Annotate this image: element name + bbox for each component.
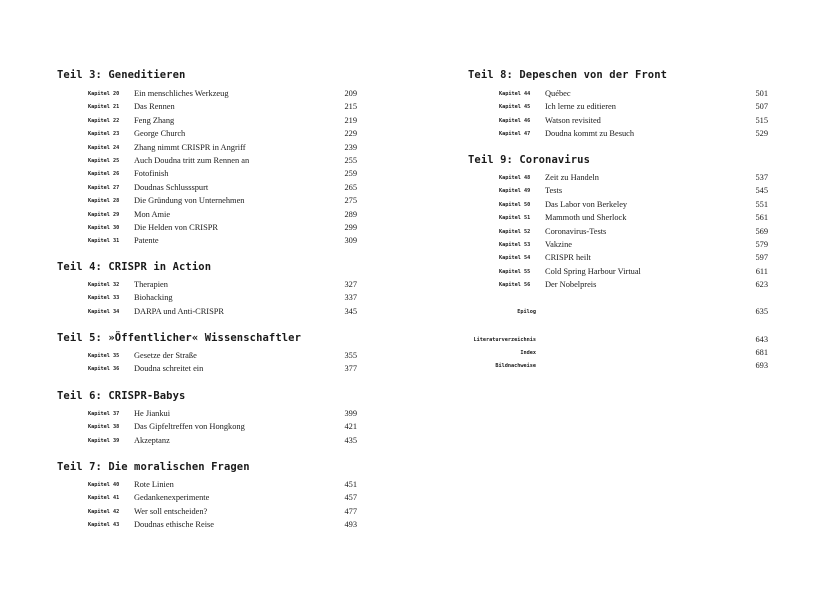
chapter-title: Feng Zhang [134,115,175,125]
page-number: 209 [344,89,357,98]
toc-backmatter-entry[interactable] [468,361,768,374]
backmatter-label: Literaturverzeichnis [473,337,536,343]
chapter-title: Patente [134,236,159,246]
page-number: 537 [755,173,768,182]
chapter-number: Kapitel 33 [88,295,120,302]
chapter-title: Rote Linien [134,480,174,489]
page-number: 255 [344,156,357,165]
chapter-number: Kapitel 52 [499,228,531,235]
toc-entry[interactable] [57,493,357,506]
chapter-title: Cold Spring Harbour Virtual [545,266,641,276]
toc-entry[interactable] [468,129,768,142]
page-number: 399 [344,409,357,418]
toc-entry[interactable] [57,156,357,169]
chapter-title: Gesetze der Straße [134,351,197,360]
page-number: 275 [344,196,357,206]
page-number: 623 [755,280,768,290]
page-number: 289 [344,209,357,219]
chapter-number: Kapitel 32 [88,282,120,288]
part-heading: Teil 9: Coronavirus [468,154,591,166]
page-number: 215 [344,102,357,112]
page-number: 327 [344,280,357,289]
chapter-number: Kapitel 21 [88,104,120,111]
chapter-title: Fotofinish [134,169,169,179]
toc-entry[interactable] [57,507,357,520]
page-number: 507 [755,102,768,112]
chapter-number: Kapitel 23 [88,131,120,138]
page-number: 569 [755,226,768,236]
page-number: 421 [344,422,357,432]
chapter-number: Kapitel 40 [88,482,120,488]
toc-entry[interactable] [57,196,357,209]
page-number: 635 [755,307,768,316]
page-number: 451 [344,480,357,489]
chapter-number: Kapitel 31 [88,238,120,245]
toc-entry[interactable] [57,223,357,236]
chapter-title: Zhang nimmt CRISPR in Angriff [134,142,246,152]
chapter-number: Kapitel 34 [88,308,120,315]
page-number: 239 [344,142,357,152]
page-number: 643 [755,335,768,344]
chapter-number: Kapitel 22 [88,117,120,124]
page-number: 259 [344,169,357,179]
page-number: 545 [755,186,768,196]
toc-entry[interactable] [468,116,768,129]
chapter-number: Kapitel 28 [88,198,120,205]
toc-entry[interactable] [57,409,357,422]
toc-entry[interactable] [468,213,768,226]
page-number: 477 [344,506,357,516]
chapter-title: Zeit zu Handeln [545,173,599,182]
chapter-title: Tests [545,186,563,196]
toc-entry[interactable] [57,210,357,223]
chapter-number: Kapitel 30 [88,225,120,231]
backmatter-label: Epilog [517,309,536,315]
toc-backmatter-entry[interactable] [468,335,768,348]
toc-entry[interactable] [57,280,357,293]
toc-entry[interactable] [57,436,357,449]
toc-entry[interactable] [57,520,357,533]
chapter-title: Coronavirus-Tests [545,226,607,236]
chapter-number: Kapitel 39 [88,437,120,444]
page-number: 529 [755,129,768,139]
chapter-title: Wer soll entscheiden? [134,506,208,516]
chapter-title: Ich lerne zu editieren [545,102,616,112]
chapter-title: Doudnas Schlussspurt [134,182,209,192]
chapter-title: Doudna schreitet ein [134,364,204,374]
page-number: 457 [344,493,357,503]
chapter-number: Kapitel 26 [88,171,120,178]
part-heading: Teil 7: Die moralischen Fragen [57,461,250,473]
page-number: 597 [755,253,768,263]
chapter-number: Kapitel 24 [88,144,120,151]
toc-entry[interactable] [57,364,357,377]
chapter-title: Mon Amie [134,209,171,219]
page-number: 337 [344,293,357,303]
chapter-title: Watson revisited [545,115,601,125]
chapter-number: Kapitel 37 [88,411,120,417]
toc-entry[interactable] [468,227,768,240]
chapter-number: Kapitel 56 [499,282,531,289]
chapter-title: Therapien [134,280,168,289]
page-number: 681 [755,348,768,357]
chapter-title: Gedankenexperimente [134,493,210,503]
chapter-title: Vakzine [545,240,572,249]
toc-entry[interactable] [57,480,357,493]
page-number: 219 [344,115,357,125]
chapter-number: Kapitel 53 [499,242,531,248]
chapter-title: Doudnas ethische Reise [134,520,215,530]
page-number: 551 [755,199,768,209]
page-number: 229 [344,129,357,139]
chapter-title: George Church [134,129,186,139]
part-heading: Teil 6: CRISPR-Babys [57,390,186,402]
toc-entry[interactable] [57,293,357,306]
chapter-number: Kapitel 20 [88,91,120,97]
page-number: 515 [755,115,768,125]
page-number: 265 [344,182,357,192]
toc-entry[interactable] [57,236,357,249]
chapter-title: Das Labor von Berkeley [545,199,628,209]
page-number: 611 [755,266,768,276]
chapter-number: Kapitel 25 [88,158,120,164]
toc-entry[interactable] [468,89,768,102]
chapter-number: Kapitel 27 [88,184,120,191]
page-number: 355 [344,351,357,360]
toc-entry[interactable] [57,129,357,142]
page-number: 693 [755,361,768,370]
toc-entry[interactable] [57,307,357,320]
chapter-title: Das Rennen [134,102,175,112]
chapter-number: Kapitel 29 [88,211,120,218]
chapter-title: He Jiankui [134,409,171,418]
part-heading: Teil 5: »Öffentlicher« Wissenschaftler [57,332,302,344]
toc-entry[interactable] [57,89,357,102]
chapter-number: Kapitel 35 [88,353,120,359]
part-heading: Teil 4: CRISPR in Action [57,261,212,273]
chapter-number: Kapitel 55 [499,268,531,275]
chapter-number: Kapitel 36 [88,366,120,373]
chapter-title: Die Helden von CRISPR [134,223,218,232]
page-number: 501 [755,89,768,98]
chapter-number: Kapitel 45 [499,104,531,111]
toc-entry[interactable] [468,186,768,199]
toc-entry[interactable] [57,143,357,156]
chapter-title: Das Gipfeltreffen von Hongkong [134,422,245,432]
toc-entry[interactable] [57,169,357,182]
page-number: 493 [344,520,357,530]
chapter-number: Kapitel 38 [88,424,120,431]
chapter-number: Kapitel 49 [499,188,531,195]
toc-entry[interactable] [57,116,357,129]
toc-backmatter-entry[interactable] [468,348,768,361]
toc-entry[interactable] [57,351,357,364]
chapter-title: Mammoth und Sherlock [545,213,627,223]
backmatter-label: Bildnachweise [495,363,536,369]
page-number: 377 [344,364,357,374]
chapter-number: Kapitel 54 [499,255,531,262]
chapter-title: Der Nobelpreis [545,280,597,290]
chapter-number: Kapitel 41 [88,495,120,502]
toc-entry[interactable] [468,267,768,280]
chapter-title: Québec [545,89,571,98]
chapter-title: Akzeptanz [134,435,170,445]
toc-entry[interactable] [468,280,768,293]
chapter-number: Kapitel 50 [499,201,531,208]
part-heading: Teil 3: Geneditieren [57,69,186,81]
page-number: 579 [755,240,768,249]
chapter-title: Die Gründung von Unternehmen [134,196,245,206]
chapter-number: Kapitel 48 [499,175,531,181]
toc-entry[interactable] [468,102,768,115]
chapter-number: Kapitel 44 [499,91,531,97]
chapter-title: Auch Doudna tritt zum Rennen an [134,156,250,165]
chapter-title: Ein menschliches Werkzeug [134,89,229,98]
chapter-number: Kapitel 47 [499,131,531,138]
chapter-number: Kapitel 42 [88,508,120,515]
toc-entry[interactable] [57,102,357,115]
chapter-title: DARPA und Anti-CRISPR [134,306,224,316]
toc-entry[interactable] [468,240,768,253]
page-number: 345 [344,306,357,316]
chapter-title: CRISPR heilt [545,253,591,263]
chapter-number: Kapitel 46 [499,117,531,124]
toc-entry[interactable] [57,422,357,435]
toc-entry[interactable] [468,253,768,266]
chapter-number: Kapitel 43 [88,522,120,529]
page-number: 309 [344,236,357,246]
chapter-title: Biohacking [134,293,173,303]
part-heading: Teil 8: Depeschen von der Front [468,69,668,81]
toc-entry[interactable] [57,183,357,196]
page-number: 299 [344,223,357,232]
page-number: 561 [755,213,768,223]
chapter-number: Kapitel 51 [499,215,531,222]
page-number: 435 [344,435,357,445]
backmatter-label: Index [520,350,536,356]
toc-entry[interactable] [468,173,768,186]
toc-entry[interactable] [468,200,768,213]
chapter-title: Doudna kommt zu Besuch [545,129,635,139]
toc-backmatter-entry[interactable] [468,307,768,320]
